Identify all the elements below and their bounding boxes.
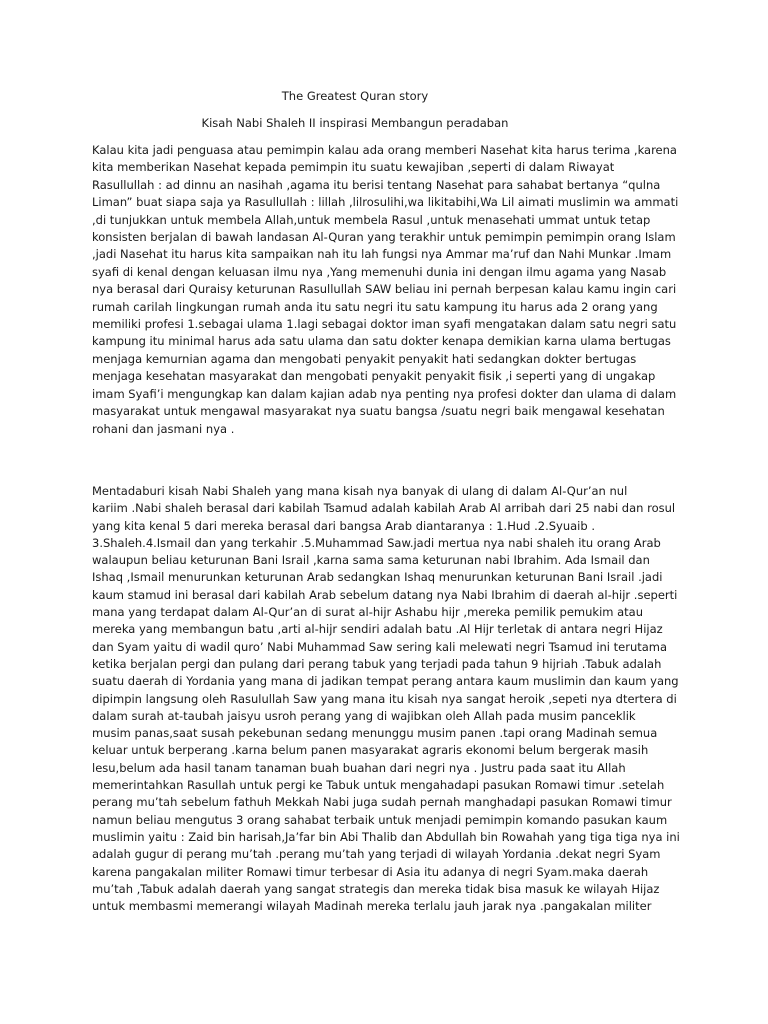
text-line: keluar untuk berperang .karna belum panen masyarakat agraris ekonomi belum bergerak masih [92,743,649,758]
text-line: dalam surah at-taubah jaisyu usroh perang yang di wajibkan oleh Allah pada musim panceklik [92,708,636,723]
text-line: Rasullullah : ad dinnu an nasihah ,agama itu berisi tentang Nasehat para sahabat bertanya “qulna [92,177,661,192]
text-line: 3.Shaleh.4.Ismail dan yang terkahir .5.Muhammad Saw.jadi mertua nya nabi shaleh itu orang Arab [92,535,661,550]
paragraph-2 [92,483,682,915]
text-line: karena pangakalan militer Romawi timur terbesar di Asia itu adanya di negri Syam.maka daerah [92,864,649,879]
text-line: ,jadi Nasehat itu harus kita sampaikan nah itu lah fungsi nya Ammar ma’ruf dan Nahi Munkar .Imam [92,247,672,262]
text-line: suatu daerah di Yordania yang mana di jadikan tempat perang antara kaum muslimin dan kaum yang [92,674,679,689]
text-line: kaum stamud ini berasal dari kabilah Arab sebelum datang nya Nabi Ibrahim di daerah al-hijr .seperti [92,587,678,602]
document-title: The Greatest Quran story [281,89,429,103]
paragraph-1 [92,142,682,438]
text-line: muslimin yaitu : Zaid bin harisah,Ja’far bin Abi Thalib dan Abdullah bin Rowahah yang tiga tiga nya ini [92,829,680,844]
text-line: syafi di kenal dengan keluasan ilmu nya ,Yang memenuhi dunia ini dengan ilmu agama yang Nasab [92,264,667,279]
text-line: Liman” buat siapa saja ya Rasullullah : lillah ,lilrosulihi,wa likitabihi,Wa Lil aimati muslimin wa ammati [92,195,679,210]
text-line: perang mu’tah sebelum fathuh Mekkah Nabi juga sudah pernah manghadapi pasukan Romawi timur [92,795,672,810]
text-line: kariim .Nabi shaleh berasal dari kabilah Tsamud adalah kabilah Arab Al arribah dari 25 nabi dan rosul [92,501,676,516]
text-line: mereka yang membangun batu ,arti al-hijr sendiri adalah batu .Al Hijr terletak di antara negri Hijaz [92,622,663,637]
text-line: ketika berjalan pergi dan pulang dari perang tabuk yang terjadi pada tahun 9 hijriah .Tabuk adalah [92,656,662,671]
text-line: masyarakat untuk mengawal masyarakat nya suatu bangsa /suatu negri baik mengawal kesehatan [92,404,665,419]
text-line: imam Syafi’i mengungkap kan dalam kajian adab nya penting nya profesi dokter dan ulama di dalam [92,386,677,401]
text-line: menjaga kemurnian agama dan mengobati penyakit penyakit hati sedangkan dokter bertugas [92,351,637,366]
text-line: yang kita kenal 5 dari mereka berasal dari bangsa Arab diantaranya : 1.Hud .2.Syuaib . [92,518,595,533]
text-line: rohani dan jasmani nya . [92,421,235,436]
text-line: ,di tunjukkan untuk membela Allah,untuk membela Rasul ,untuk menasehati ummat untuk tetap [92,212,651,227]
text-line: nya berasal dari Quraisy keturunan Rasullullah SAW beliau ini pernah berpesan kalau kamu ingin cari [92,282,677,297]
text-line: kita memberikan Nasehat kepada pemimpin itu suatu kewajiban ,seperti di dalam Riwayat [92,160,615,175]
text-line: memerintahkan Rasullah untuk pergi ke Tabuk untuk mengahadapi pasukan Romawi timur .setelah [92,778,665,793]
text-line: dipimpin langsung oleh Rasulullah Saw yang mana itu kisah nya sangat heroik ,sepeti nya dtertera di [92,691,677,706]
text-line: menjaga kesehatan masyarakat dan mengobati penyakit penyakit fisik ,i seperti yang di ungakap [92,369,656,384]
text-line: adalah gugur di perang mu’tah .perang mu’tah yang terjadi di wilayah Yordania .dekat negri Syam [92,847,661,862]
text-line: namun beliau mengutus 3 orang sahabat terbaik untuk menjadi pemimpin komando pasukan kaum [92,812,668,827]
text-line: kampung itu minimal harus ada satu ulama dan satu dokter kenapa demikian karna ulama bertugas [92,334,671,349]
text-line: memiliki profesi 1.sebagai ulama 1.lagi sebagai doktor iman syafi mengatakan dalam satu negri satu [92,317,677,332]
text-line: Mentadaburi kisah Nabi Shaleh yang mana kisah nya banyak di ulang di dalam Al-Qur’an nul [92,484,628,498]
text-line: walaupun beliau keturunan Bani Israil ,karna sama sama keturunan nabi Ibrahim. Ada Ismail dan [92,553,650,568]
text-line: dan Syam yaitu di wadil quro’ Nabi Muhammad Saw sering kali melewati negri Tsamud ini terutama [92,639,668,654]
text-line: Kalau kita jadi penguasa atau pemimpin kalau ada orang memberi Nasehat kita harus terima ,karena [92,143,677,157]
text-line: musim panas,saat susah pekebunan sedang menunggu musim panen .tapi orang Madinah semua [92,726,658,741]
text-line: mana yang terdapat dalam Al-Qur’an di surat al-hijr Ashabu hijr ,mereka pemilik pemukim atau [92,605,644,620]
text-line: untuk membasmi memerangi wilayah Madinah mereka terlalu jauh jarak nya .pangakalan militer [92,899,652,914]
text-line: Ishaq ,Ismail menurunkan keturunan Arab sedangkan Ishaq menurunkan keturunan Bani Israil .jadi [92,570,663,585]
text-line: mu’tah ,Tabuk adalah daerah yang sangat strategis dan mereka tidak bisa masuk ke wilayah Hijaz [92,881,660,896]
text-line: rumah carilah lingkungan rumah anda itu satu negri itu satu kampung itu harus ada 2 orang yang [92,299,658,314]
text-line: konsisten berjalan di bawah landasan Al-Quran yang terakhir untuk pemimpin pemimpin orang Islam [92,230,676,245]
text-line: lesu,belum ada hasil tanam tanaman buah buahan dari negri nya . Justru pada saat itu Allah [92,760,626,775]
document-subtitle: Kisah Nabi Shaleh II inspirasi Membangun peradaban [201,116,509,130]
